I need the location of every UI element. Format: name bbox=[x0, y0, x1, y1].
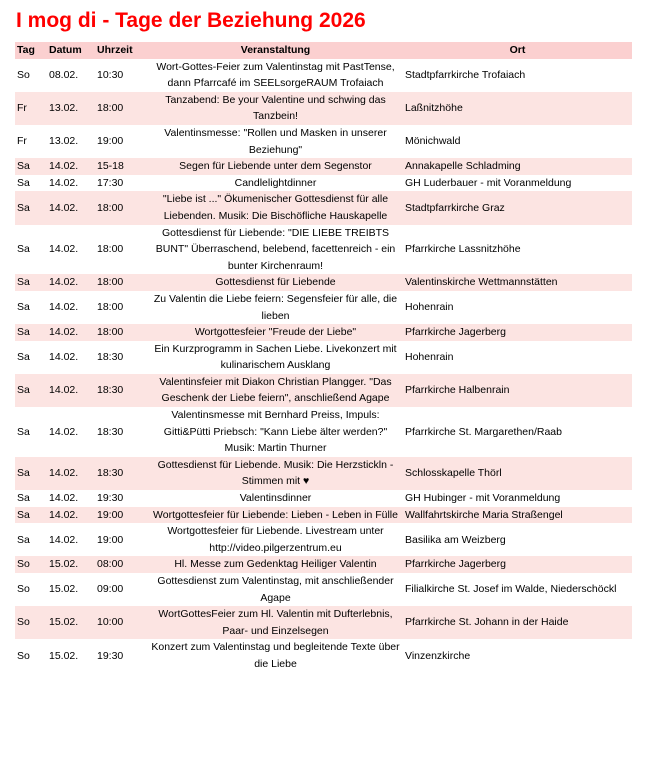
table-row bbox=[15, 606, 632, 639]
table-row bbox=[15, 407, 632, 457]
cell-tag: Fr bbox=[15, 92, 47, 125]
cell-ort: Basilika am Weizberg bbox=[405, 533, 506, 546]
cell-veranstaltung: Valentinsmesse: "Rollen und Masken in unserer Beziehung" bbox=[164, 126, 387, 156]
cell-tag: So bbox=[17, 68, 30, 81]
cell-datum: 14.02. bbox=[47, 191, 95, 224]
cell-ort: Hohenrain bbox=[405, 350, 454, 363]
cell-uhrzeit: 19:30 bbox=[97, 492, 124, 505]
cell-uhrzeit: 10:00 bbox=[95, 606, 148, 639]
cell-ort: GH Luderbauer - mit Voranmeldung bbox=[405, 176, 572, 189]
cell-tag: Sa bbox=[17, 492, 30, 505]
cell-datum: 14.02. bbox=[49, 176, 79, 189]
table-row bbox=[15, 125, 632, 158]
table-row bbox=[15, 59, 632, 92]
cell-tag: Sa bbox=[15, 274, 47, 291]
page-title: I mog di - Tage der Beziehung 2026 bbox=[16, 9, 366, 32]
cell-veranstaltung: Segen für Liebende unter dem Segenstor bbox=[148, 158, 403, 175]
cell-ort: Filialkirche St. Josef im Walde, Niederschöckl bbox=[405, 583, 617, 596]
cell-tag: Sa bbox=[15, 324, 47, 341]
table-row bbox=[15, 457, 632, 490]
events-table-header bbox=[15, 42, 632, 59]
cell-veranstaltung: Wortgottesfeier für Liebende: Lieben - Leben in Fülle bbox=[148, 507, 403, 524]
cell-uhrzeit: 18:30 bbox=[95, 457, 148, 490]
cell-ort: Schlosskapelle Thörl bbox=[403, 457, 632, 490]
cell-veranstaltung: Ein Kurzprogramm in Sachen Liebe. Livekonzert mit kulinarischem Ausklang bbox=[154, 342, 397, 372]
cell-datum: 14.02. bbox=[49, 350, 79, 363]
cell-veranstaltung: Tanzabend: Be your Valentine und schwing das Tanzbein! bbox=[148, 92, 403, 125]
header-row bbox=[15, 42, 632, 59]
cell-tag: So bbox=[17, 583, 30, 596]
cell-uhrzeit: 18:30 bbox=[97, 350, 124, 363]
column-header-tag: Tag bbox=[15, 42, 47, 59]
cell-ort: Pfarrkirche St. Margarethen/Raab bbox=[405, 425, 562, 438]
cell-veranstaltung: Gottesdienst zum Valentinstag, mit anschließender Agape bbox=[157, 575, 394, 604]
cell-veranstaltung: Candlelightdinner bbox=[234, 176, 317, 189]
cell-tag: So bbox=[17, 649, 30, 662]
cell-veranstaltung: "Liebe ist ..." Ökumenischer Gottesdienst für alle Liebenden. Musik: Die Bischöfliche Hauskapelle bbox=[148, 191, 403, 224]
table-row bbox=[15, 639, 632, 672]
cell-datum: 15.02. bbox=[47, 606, 95, 639]
cell-uhrzeit: 18:30 bbox=[97, 425, 124, 438]
cell-tag: Sa bbox=[17, 350, 30, 363]
cell-uhrzeit: 18:00 bbox=[97, 243, 124, 256]
events-table-body bbox=[15, 59, 632, 673]
cell-tag: Sa bbox=[15, 374, 47, 407]
column-header-datum: Datum bbox=[47, 42, 95, 59]
cell-uhrzeit: 18:00 bbox=[95, 274, 148, 291]
table-row bbox=[15, 507, 632, 524]
table-row bbox=[15, 291, 632, 324]
table-row bbox=[15, 573, 632, 606]
cell-veranstaltung: Valentinsdinner bbox=[239, 492, 312, 505]
cell-tag: So bbox=[15, 606, 47, 639]
cell-veranstaltung: Wortgottesfeier für Liebende. Livestream unter http://video.pilgerzentrum.eu bbox=[167, 525, 384, 554]
cell-datum: 15.02. bbox=[47, 556, 95, 573]
cell-uhrzeit: 18:00 bbox=[95, 324, 148, 341]
cell-uhrzeit: 18:30 bbox=[95, 374, 148, 407]
cell-datum: 14.02. bbox=[47, 324, 95, 341]
cell-tag: Sa bbox=[15, 457, 47, 490]
cell-ort: Annakapelle Schladming bbox=[403, 158, 632, 175]
cell-tag: So bbox=[15, 556, 47, 573]
cell-uhrzeit: 15-18 bbox=[95, 158, 148, 175]
table-row bbox=[15, 324, 632, 341]
table-row bbox=[15, 92, 632, 125]
cell-datum: 14.02. bbox=[49, 425, 79, 438]
cell-uhrzeit: 18:00 bbox=[95, 92, 148, 125]
table-row bbox=[15, 490, 632, 507]
cell-tag: Sa bbox=[17, 533, 30, 546]
cell-ort: Mönichwald bbox=[405, 135, 461, 148]
cell-tag: Sa bbox=[15, 158, 47, 175]
cell-datum: 14.02. bbox=[49, 533, 79, 546]
cell-datum: 14.02. bbox=[47, 457, 95, 490]
cell-ort: Laßnitzhöhe bbox=[403, 92, 632, 125]
cell-ort: Wallfahrtskirche Maria Straßengel bbox=[403, 507, 632, 524]
table-row bbox=[15, 191, 632, 224]
table-row bbox=[15, 523, 632, 556]
cell-datum: 14.02. bbox=[49, 243, 79, 256]
cell-ort: Pfarrkirche Jagerberg bbox=[403, 324, 632, 341]
cell-ort: GH Hubinger - mit Voranmeldung bbox=[405, 492, 561, 505]
cell-datum: 14.02. bbox=[47, 158, 95, 175]
column-header-veranstaltung: Veranstaltung bbox=[148, 42, 403, 59]
cell-ort: Pfarrkirche Lassnitzhöhe bbox=[405, 243, 521, 256]
table-row bbox=[15, 556, 632, 573]
cell-datum: 13.02. bbox=[47, 92, 95, 125]
cell-ort: Pfarrkirche Jagerberg bbox=[403, 556, 632, 573]
cell-uhrzeit: 10:30 bbox=[97, 68, 124, 81]
cell-datum: 14.02. bbox=[47, 274, 95, 291]
cell-ort: Valentinskirche Wettmannstätten bbox=[403, 274, 632, 291]
cell-veranstaltung: Wort-Gottes-Feier zum Valentinstag mit PastTense, dann Pfarrcafé im SEELsorgeRAUM Trofaiach bbox=[156, 60, 395, 90]
cell-datum: 08.02. bbox=[49, 68, 79, 81]
cell-veranstaltung: Hl. Messe zum Gedenktag Heiliger Valentin bbox=[148, 556, 403, 573]
column-header-uhrzeit: Uhrzeit bbox=[95, 42, 148, 59]
cell-veranstaltung: Gottesdienst für Liebende bbox=[148, 274, 403, 291]
cell-datum: 14.02. bbox=[49, 492, 79, 505]
cell-ort: Hohenrain bbox=[405, 301, 454, 314]
cell-uhrzeit: 19:00 bbox=[97, 135, 124, 148]
cell-tag: Sa bbox=[17, 301, 30, 314]
cell-veranstaltung: Valentinsmesse mit Bernhard Preiss, Impuls: Gitti&Pütti Priebsch: "Kann Liebe älter werden?" Musik: Martin Thurner bbox=[163, 409, 388, 455]
cell-ort: Stadtpfarrkirche Graz bbox=[403, 191, 632, 224]
cell-uhrzeit: 08:00 bbox=[95, 556, 148, 573]
cell-veranstaltung: Wortgottesfeier "Freude der Liebe" bbox=[148, 324, 403, 341]
table-row bbox=[15, 225, 632, 275]
cell-datum: 14.02. bbox=[47, 374, 95, 407]
cell-uhrzeit: 09:00 bbox=[97, 583, 124, 596]
events-table bbox=[15, 42, 632, 673]
cell-datum: 15.02. bbox=[49, 583, 79, 596]
cell-uhrzeit: 19:30 bbox=[97, 649, 124, 662]
cell-datum: 14.02. bbox=[49, 301, 79, 314]
cell-datum: 14.02. bbox=[47, 507, 95, 524]
cell-uhrzeit: 18:00 bbox=[95, 191, 148, 224]
cell-veranstaltung: Konzert zum Valentinstag und begleitende Texte über die Liebe bbox=[151, 641, 400, 670]
table-row bbox=[15, 158, 632, 175]
cell-ort: Vinzenzkirche bbox=[405, 649, 471, 662]
cell-ort: Stadtpfarrkirche Trofaiach bbox=[405, 68, 526, 81]
cell-veranstaltung: WortGottesFeier zum Hl. Valentin mit Dufterlebnis, Paar- und Einzelsegen bbox=[148, 606, 403, 639]
cell-tag: Sa bbox=[15, 191, 47, 224]
cell-veranstaltung: Zu Valentin die Liebe feiern: Segensfeier für alle, die lieben bbox=[153, 292, 398, 322]
cell-uhrzeit: 19:00 bbox=[95, 507, 148, 524]
cell-tag: Sa bbox=[17, 243, 30, 256]
table-row bbox=[15, 374, 632, 407]
table-row bbox=[15, 341, 632, 374]
cell-tag: Fr bbox=[17, 135, 27, 148]
cell-uhrzeit: 19:00 bbox=[97, 533, 124, 546]
table-row bbox=[15, 175, 632, 192]
cell-ort: Pfarrkirche St. Johann in der Haide bbox=[403, 606, 632, 639]
cell-uhrzeit: 17:30 bbox=[97, 176, 124, 189]
table-row bbox=[15, 274, 632, 291]
cell-veranstaltung: Gottesdienst für Liebende. Musik: Die Herzstickln - Stimmen mit ♥ bbox=[148, 457, 403, 490]
cell-datum: 15.02. bbox=[49, 649, 79, 662]
cell-veranstaltung: Gottesdienst für Liebende: "DIE LIEBE TREIBTS BUNT" Überraschend, belebend, facettenreich - ein bunter Kirchenraum! bbox=[155, 226, 396, 272]
cell-ort: Pfarrkirche Halbenrain bbox=[403, 374, 632, 407]
cell-tag: Sa bbox=[17, 425, 30, 438]
cell-datum: 13.02. bbox=[49, 135, 79, 148]
column-header-ort: Ort bbox=[403, 42, 632, 59]
cell-veranstaltung: Valentinsfeier mit Diakon Christian Plangger. "Das Geschenk der Liebe feiern", anschließend Agape bbox=[148, 374, 403, 407]
cell-tag: Sa bbox=[15, 507, 47, 524]
cell-uhrzeit: 18:00 bbox=[97, 301, 124, 314]
cell-tag: Sa bbox=[17, 176, 30, 189]
